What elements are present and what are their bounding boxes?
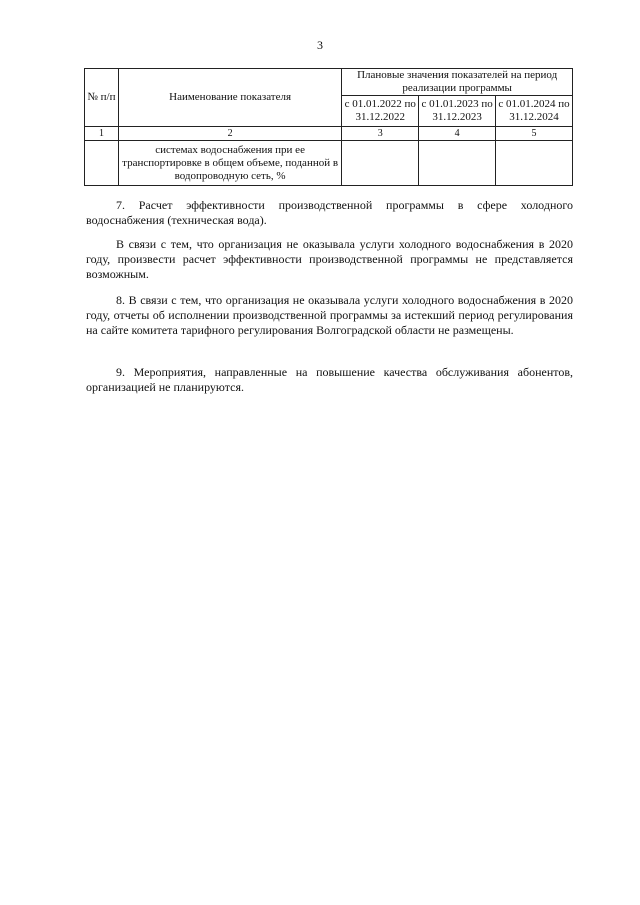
column-numbers-row (85, 127, 573, 141)
column-number: 2 (118, 127, 341, 141)
paragraph-text: 9. Мероприятия, направленные на повышение качества обслуживания абонентов, организацией не планируются. (86, 365, 573, 394)
row-value-2024 (496, 141, 573, 186)
paragraph-text: В связи с тем, что организация не оказывала услуги холодного водоснабжения в 2020 году, произвести расчет эффективности производственной программы не представляется возможным. (86, 237, 573, 281)
row-value-2023 (419, 141, 496, 186)
header-planned-values: Плановые значения показателей на период реализации программы (342, 69, 573, 96)
paragraph-7-note (86, 237, 573, 282)
paragraph-text: 8. В связи с тем, что организация не оказывала услуги холодного водоснабжения в 2020 году, отчеты об исполнении производственной программы за истекший период регулирования на сайте комитета тарифного регулирования Волгоградской области не размещены. (86, 293, 573, 337)
header-period-2024: с 01.01.2024 по 31.12.2024 (496, 96, 573, 127)
page-number: 3 (317, 38, 323, 52)
table-row (85, 141, 573, 186)
row-number (85, 141, 119, 186)
paragraph-text: 7. Расчет эффективности производственной программы в сфере холодного водоснабжения (техническая вода). (86, 198, 573, 227)
paragraph-7 (86, 198, 573, 228)
header-period-2023: с 01.01.2023 по 31.12.2023 (419, 96, 496, 127)
header-indicator-name: Наименование показателя (118, 69, 341, 127)
column-number: 1 (85, 127, 119, 141)
paragraph-9 (86, 365, 573, 395)
row-indicator-name: системах водоснабжения при ее транспортировке в общем объеме, поданной в водопроводную сеть, % (118, 141, 341, 186)
column-number: 3 (342, 127, 419, 141)
header-period-2022: с 01.01.2022 по 31.12.2022 (342, 96, 419, 127)
column-number: 4 (419, 127, 496, 141)
header-number: № п/п (85, 69, 119, 127)
indicators-table (84, 68, 573, 186)
table-header-row (85, 69, 573, 96)
paragraph-8 (86, 293, 573, 338)
row-value-2022 (342, 141, 419, 186)
column-number: 5 (496, 127, 573, 141)
